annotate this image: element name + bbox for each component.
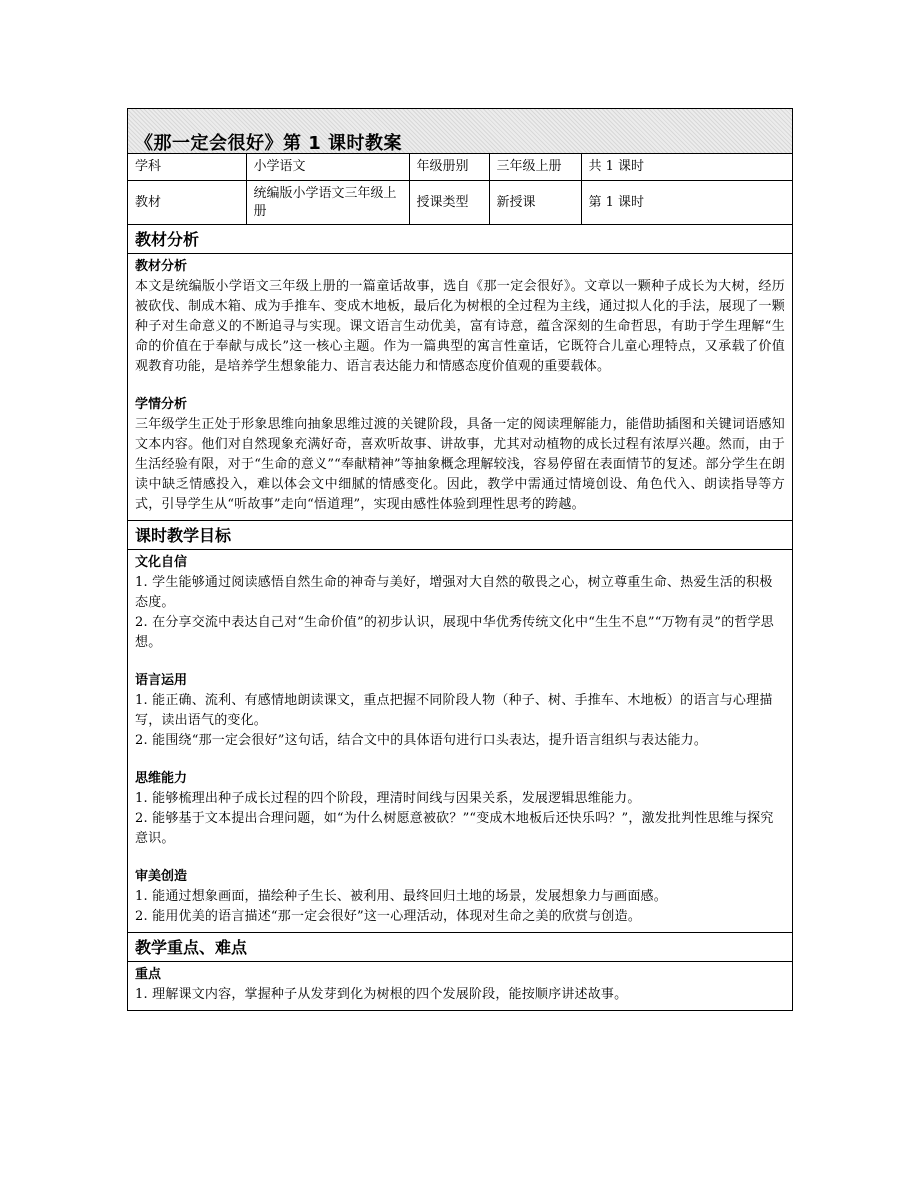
list-item: 2. 能围绕“那一定会很好”这句话，结合文中的具体语句进行口头表达，提升语言组织与表达能力。 [135,733,708,748]
lesson-plan-document [127,108,793,1011]
section-heading [128,521,792,550]
section-heading-text: 课时教学目标 [135,526,232,545]
meta-table [128,154,792,225]
meta-cell: 学科 [128,154,246,181]
subheading: 文化自信 [135,555,188,570]
subheading: 学情分析 [135,397,188,412]
meta-cell: 年级册别 [409,154,489,181]
meta-cell: 授课类型 [409,181,489,225]
section-body [128,254,792,520]
subheading: 重点 [135,967,162,982]
section-heading [128,933,792,962]
section-heading-text: 教材分析 [135,230,200,249]
meta-cell: 共 1 课时 [581,154,792,181]
section-analysis [128,225,792,521]
subheading: 思维能力 [135,771,188,786]
list-item: 2. 能用优美的语言描述“那一定会很好”这一心理活动，体现对生命之美的欣赏与创造。 [135,909,642,924]
list-item: 1. 能通过想象画面，描绘种子生长、被利用、最终回归土地的场景，发展想象力与画面感。 [135,889,667,904]
section-keypoints [128,933,792,1010]
title-row [128,109,792,154]
meta-cell: 新授课 [489,181,581,225]
meta-cell: 第 1 课时 [581,181,792,225]
list-item: 1. 能够梳理出种子成长过程的四个阶段，理清时间线与因果关系，发展逻辑思维能力。 [135,791,641,806]
section-goals [128,521,792,933]
section-body [128,550,792,932]
meta-cell: 教材 [128,181,246,225]
meta-cell: 三年级上册 [489,154,581,181]
list-item: 1. 理解课文内容，掌握种子从发芽到化为树根的四个发展阶段，能按顺序讲述故事。 [135,987,628,1002]
document-title: 《那一定会很好》第 1 课时教案 [135,133,403,154]
subheading: 教材分析 [135,259,188,274]
section-body [128,962,792,1010]
subheading: 审美创造 [135,869,188,884]
paragraph: 三年级学生正处于形象思维向抽象思维过渡的关键阶段，具备一定的阅读理解能力，能借助插图和关键词语感知文本内容。他们对自然现象充满好奇，喜欢听故事、讲故事，尤其对动植物的成长过程有浓厚兴趣。然而，由于生活经验有限，对于“生命的意义”“奉献精神”等抽象概念理解较浅，容易停留在表面情节的复述。部分学生在朗读中缺乏情感投入，难以体会文中细腻的情感变化。因此，教学中需通过情境创设、角色代入、朗读指导等方式，引导学生从“听故事”走向“悟道理”，实现由感性体验到理性思考的跨越。 [135,417,785,512]
section-heading-text: 教学重点、难点 [135,938,248,957]
meta-row-2 [128,181,792,225]
subheading: 语言运用 [135,673,188,688]
meta-cell: 统编版小学语文三年级上册 [246,181,409,225]
list-item: 2. 在分享交流中表达自己对“生命价值”的初步认识，展现中华优秀传统文化中“生生不息”“万物有灵”的哲学思想。 [135,615,775,650]
section-heading [128,225,792,254]
list-item: 1. 能正确、流利、有感情地朗读课文，重点把握不同阶段人物（种子、树、手推车、木地板）的语言与心理描写，读出语气的变化。 [135,693,773,728]
meta-cell: 小学语文 [246,154,409,181]
list-item: 1. 学生能够通过阅读感悟自然生命的神奇与美好，增强对大自然的敬畏之心，树立尊重生命、热爱生活的积极态度。 [135,575,773,610]
meta-row-1 [128,154,792,181]
list-item: 2. 能够基于文本提出合理问题，如“为什么树愿意被砍？”“变成木地板后还快乐吗？”，激发批判性思维与探究意识。 [135,811,774,846]
paragraph: 本文是统编版小学语文三年级上册的一篇童话故事，选自《那一定会很好》。文章以一颗种子成长为大树，经历被砍伐、制成木箱、成为手推车、变成木地板，最后化为树根的全过程为主线，通过拟人化的手法，展现了一颗种子对生命意义的不断追寻与实现。课文语言生动优美，富有诗意，蕴含深刻的生命哲思，有助于学生理解“生命的价值在于奉献与成长”这一核心主题。作为一篇典型的寓言性童话，它既符合儿童心理特点，又承载了价值观教育功能，是培养学生想象能力、语言表达能力和情感态度价值观的重要载体。 [135,279,785,374]
